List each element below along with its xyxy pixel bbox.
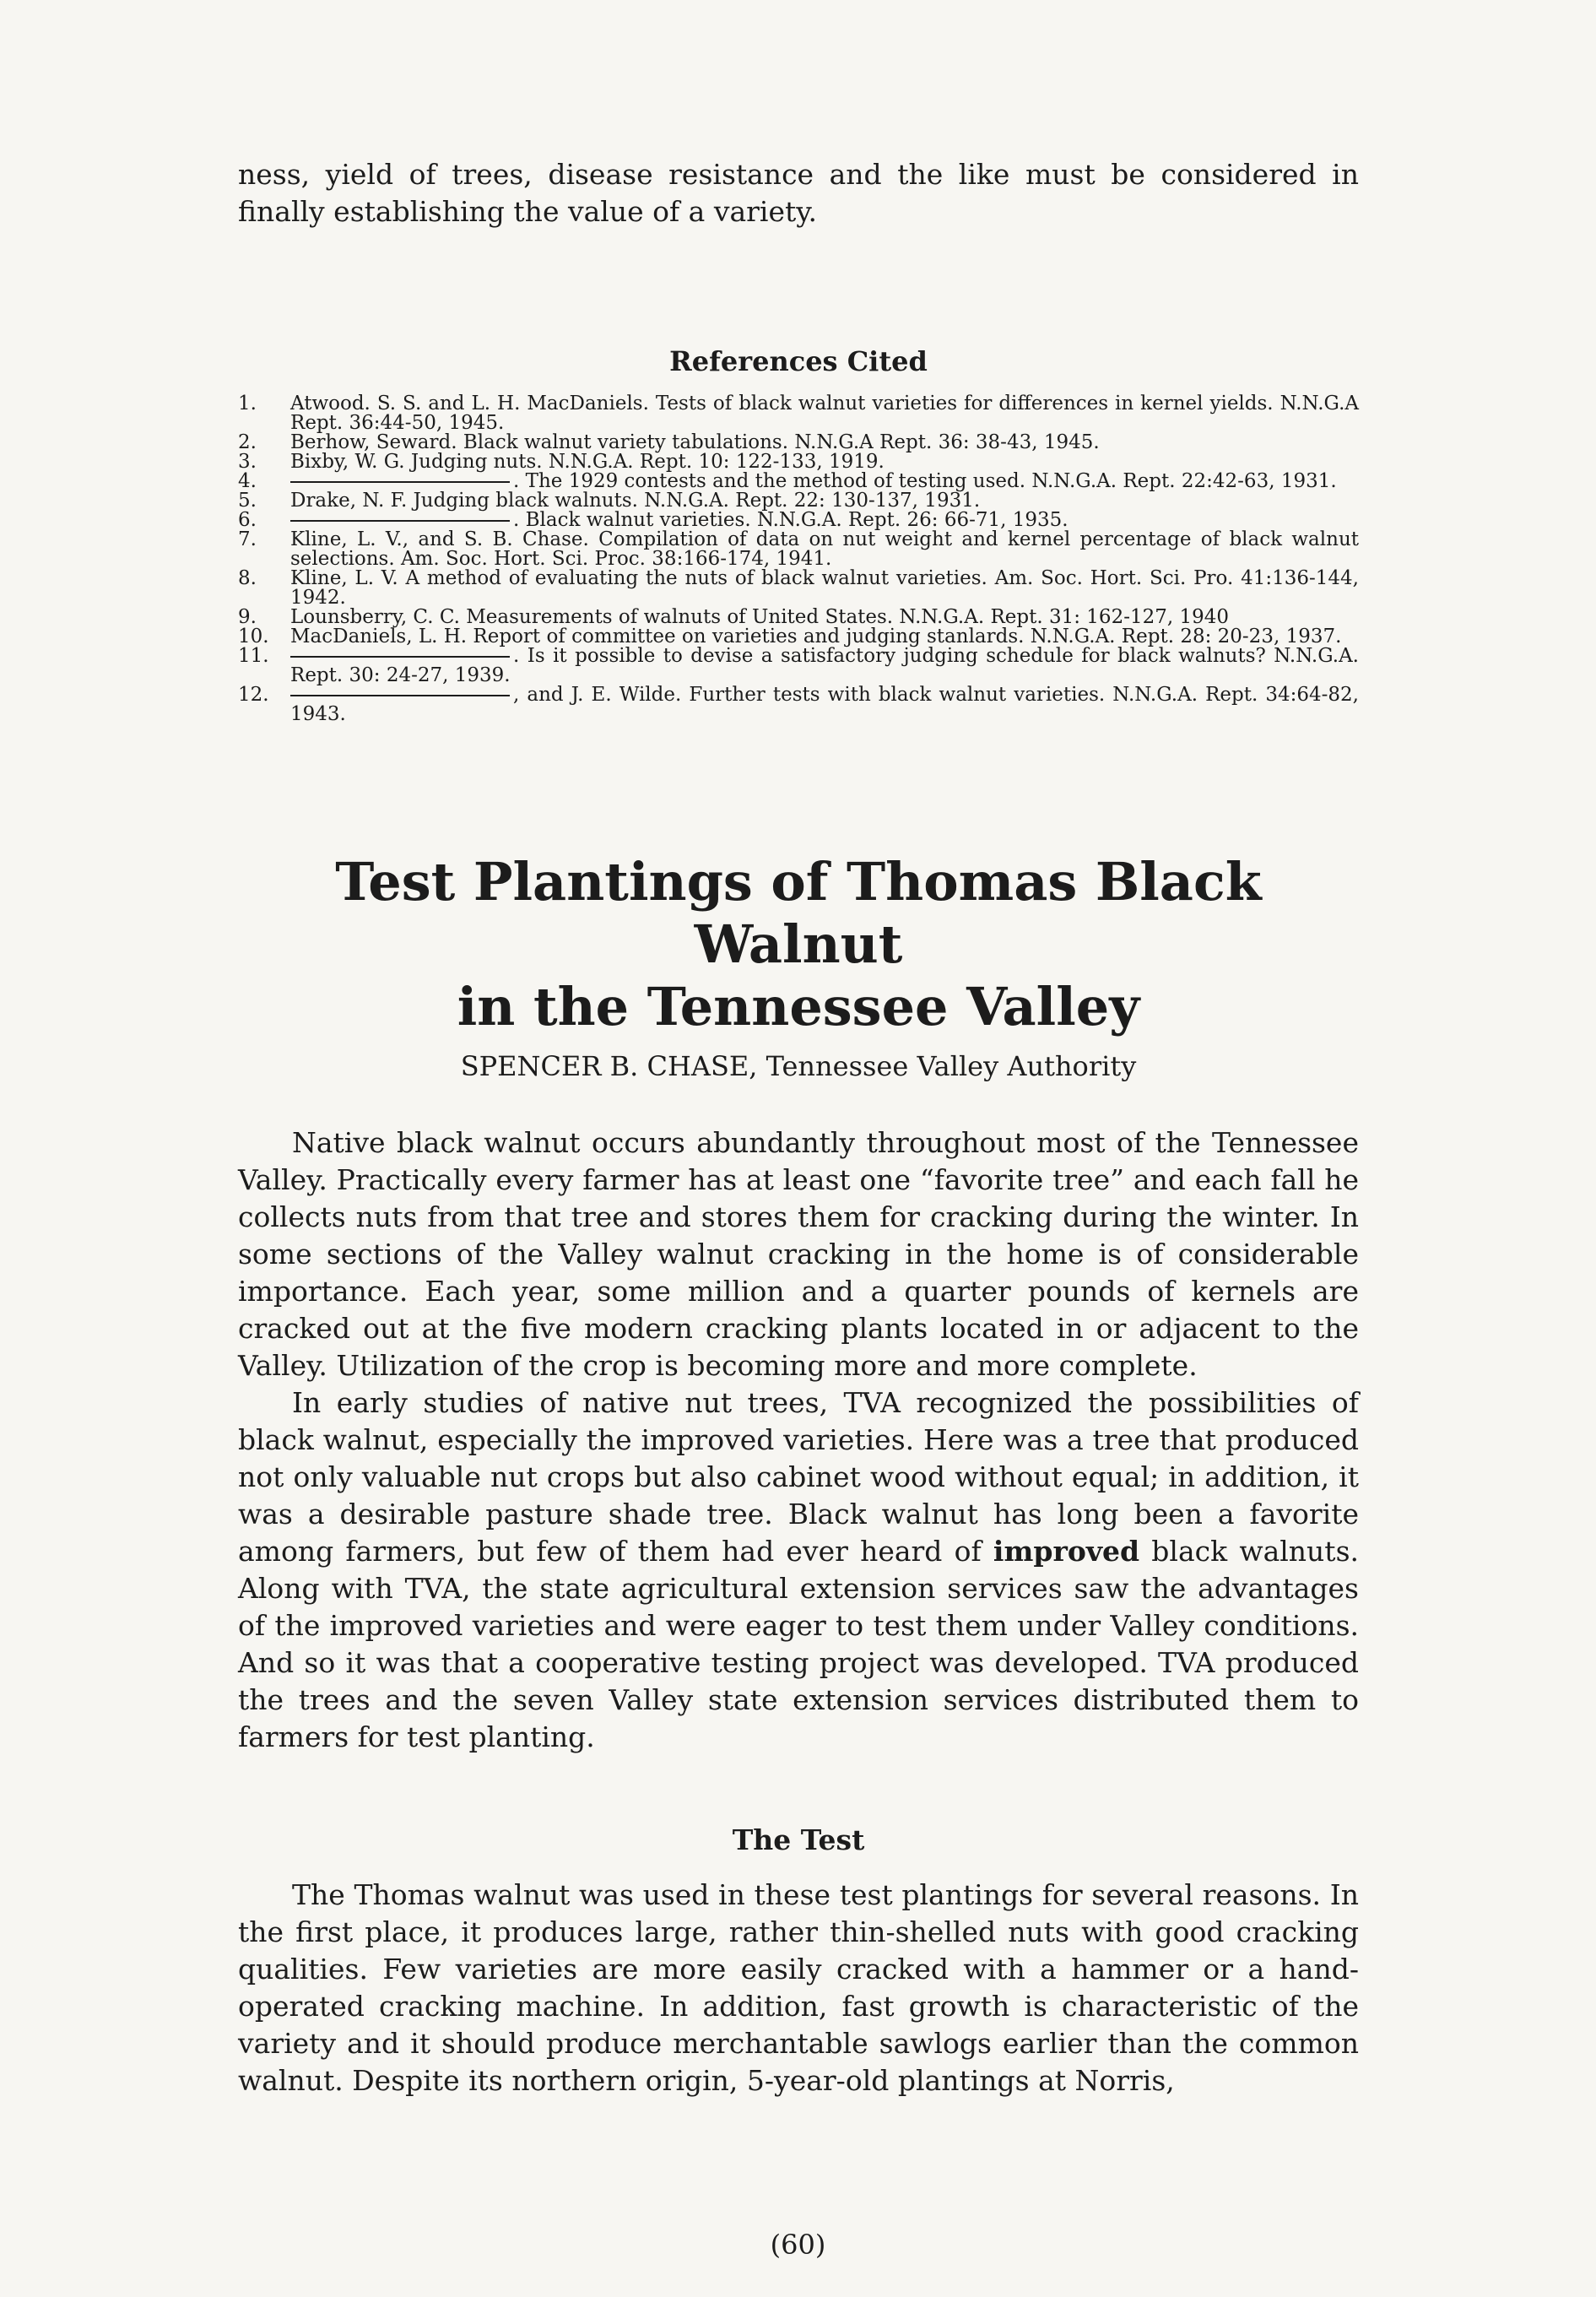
references-heading: References Cited bbox=[669, 345, 928, 377]
reference-text: Kline, L. V., and S. B. Chase. Compilation of data on nut weight and kernel percentage of black walnut selections. Am. Soc. Hort. Sci. Proc. 38:166-174, 1941. bbox=[290, 528, 1359, 570]
references-list bbox=[238, 394, 1359, 724]
ditto-dash bbox=[290, 656, 510, 658]
page-content bbox=[238, 156, 1359, 2099]
reference-text: MacDaniels, L. H. Report of committee on varieties and judging stanlards. N.N.G.A. Rept. 28: 20-23, 1937. bbox=[290, 626, 1342, 647]
reference-number: 3. bbox=[238, 451, 257, 473]
reference-item bbox=[238, 394, 1359, 433]
emphasized-word: improved bbox=[993, 1535, 1140, 1568]
reference-item bbox=[238, 511, 1359, 530]
reference-text: , and J. E. Wilde. Further tests with black walnut varieties. N.N.G.A. Rept. 34:64-82, 1943. bbox=[290, 684, 1359, 725]
page-number: (60) bbox=[770, 2229, 826, 2261]
reference-item bbox=[238, 569, 1359, 608]
article-paragraph-2 bbox=[238, 1384, 1359, 1756]
article-title-line-1: Test Plantings of Thomas Black Walnut bbox=[335, 851, 1262, 975]
paragraph-text: black walnuts. Along with TVA, the state agricultural extension services saw the advantages of the improved varieties and were eager to test them under Valley conditions. And so it was that a cooperative testing project was developed. TVA produced the trees and the seven Valley state extension services distributed them to farmers for test planting. bbox=[238, 1535, 1359, 1753]
section-heading: The Test bbox=[732, 1823, 865, 1856]
reference-number: 10. bbox=[238, 626, 269, 647]
reference-item bbox=[238, 685, 1359, 724]
reference-text: . Black walnut varieties. N.N.G.A. Rept. 26: 66-71, 1935. bbox=[513, 509, 1069, 531]
reference-text: . The 1929 contests and the method of testing used. N.N.G.A. Rept. 22:42-63, 1931. bbox=[513, 470, 1337, 492]
author-byline: SPENCER B. CHASE, Tennessee Valley Authority bbox=[460, 1050, 1137, 1082]
reference-number: 11. bbox=[238, 645, 269, 667]
reference-item bbox=[238, 530, 1359, 569]
reference-number: 7. bbox=[238, 528, 257, 550]
article-title bbox=[238, 851, 1359, 1038]
ditto-dash bbox=[290, 481, 510, 483]
reference-number: 12. bbox=[238, 684, 269, 706]
intro-paragraph: ness, yield of trees, disease resistance and the like must be considered in finally establishing the value of a variety. bbox=[238, 158, 1359, 228]
article-title-line-2: in the Tennessee Valley bbox=[457, 976, 1140, 1037]
reference-number: 8. bbox=[238, 567, 257, 589]
reference-item bbox=[238, 608, 1359, 627]
ditto-dash bbox=[290, 520, 510, 522]
reference-text: Atwood. S. S. and L. H. MacDaniels. Tests of black walnut varieties for differences in kernel yields. N.N.G.A Rept. 36:44-50, 1945. bbox=[290, 393, 1359, 434]
article-paragraph-1: Native black walnut occurs abundantly throughout most of the Tennessee Valley. Practically every farmer has at least one “favorite tree” and each fall he collects nuts from that tree and stores them for cracking during the winter. In some sections of the Valley walnut cracking in the home is of considerable importance. Each year, some million and a quarter pounds of kernels are cracked out at the five modern cracking plants located in or adjacent to the Valley. Utilization of the crop is becoming more and more complete. bbox=[238, 1126, 1359, 1382]
reference-item bbox=[238, 472, 1359, 491]
reference-number: 5. bbox=[238, 490, 257, 512]
reference-number: 2. bbox=[238, 431, 257, 453]
reference-item bbox=[238, 627, 1359, 647]
reference-text: Kline, L. V. A method of evaluating the nuts of black walnut varieties. Am. Soc. Hort. Sci. Pro. 41:136-144, 1942. bbox=[290, 567, 1359, 609]
reference-item bbox=[238, 491, 1359, 511]
reference-number: 4. bbox=[238, 470, 257, 492]
reference-text: Berhow, Seward. Black walnut variety tabulations. N.N.G.A Rept. 36: 38-43, 1945. bbox=[290, 431, 1100, 453]
article-paragraph-3: The Thomas walnut was used in these test plantings for several reasons. In the first place, it produces large, rather thin-shelled nuts with good cracking qualities. Few varieties are more easily cracked with a hammer or a hand-operated cracking machine. In addition, fast growth is characteristic of the variety and it should produce merchantable sawlogs earlier than the common walnut. Despite its northern origin, 5-year-old plantings at Norris, bbox=[238, 1878, 1359, 2097]
reference-text: Drake, N. F. Judging black walnuts. N.N.G.A. Rept. 22: 130-137, 1931. bbox=[290, 490, 981, 512]
ditto-dash bbox=[290, 695, 510, 696]
reference-item bbox=[238, 647, 1359, 685]
reference-number: 6. bbox=[238, 509, 257, 531]
reference-number: 1. bbox=[238, 393, 257, 414]
paragraph-text: In early studies of native nut trees, TVA recognized the possibilities of black walnut, especially the improved varieties. Here was a tree that produced not only valuable nut crops but also cabinet wood without equal; in addition, it was a desirable pasture shade tree. Black walnut has long been a favorite among farmers, but few of them had ever heard of bbox=[238, 1386, 1359, 1568]
reference-text: . Is it possible to devise a satisfactory judging schedule for black walnuts? N.N.G.A. Rept. 30: 24-27, 1939. bbox=[290, 645, 1359, 686]
reference-item bbox=[238, 433, 1359, 452]
reference-text: Bixby, W. G. Judging nuts. N.N.G.A. Rept. 10: 122-133, 1919. bbox=[290, 451, 885, 473]
reference-item bbox=[238, 452, 1359, 472]
reference-number: 9. bbox=[238, 606, 257, 628]
reference-text: Lounsberry, C. C. Measurements of walnuts of United States. N.N.G.A. Rept. 31: 162-127, 1940 bbox=[290, 606, 1230, 628]
